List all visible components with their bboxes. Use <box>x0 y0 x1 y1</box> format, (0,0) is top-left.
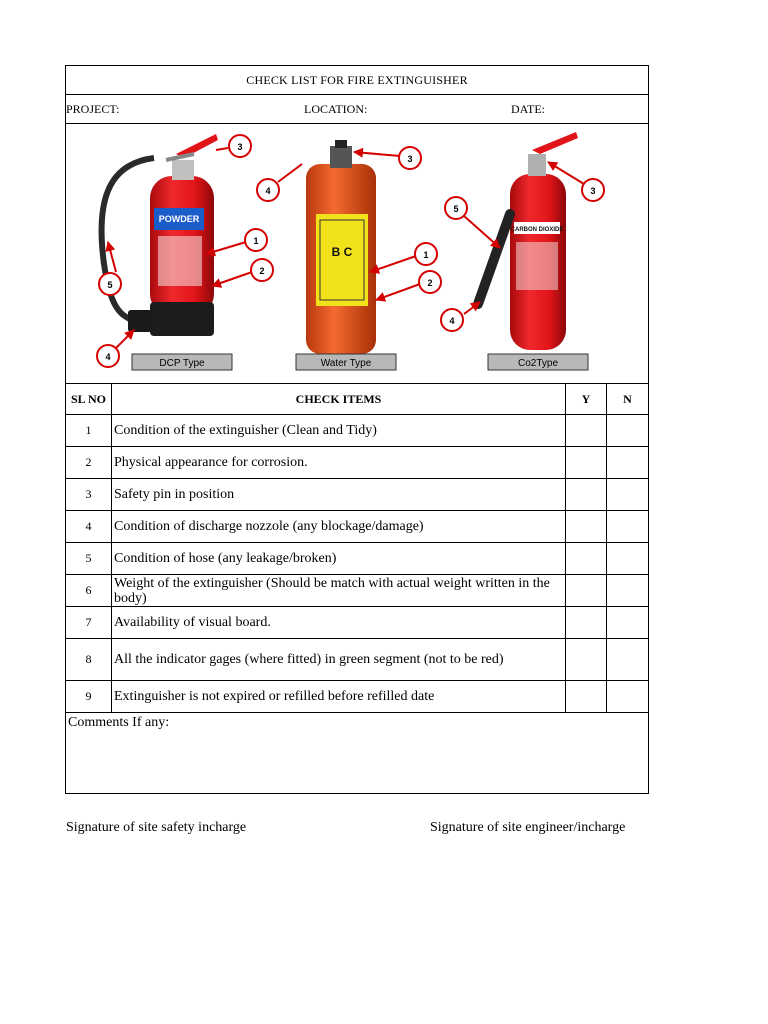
table-row <box>66 607 649 639</box>
checklist-table <box>65 65 649 794</box>
water-body-text: B C <box>331 245 353 259</box>
project-label: PROJECT: <box>66 102 120 116</box>
row-number: 7 <box>66 607 112 639</box>
table-row <box>66 479 649 511</box>
dcp-callout-2: 2 <box>259 266 265 276</box>
row-item: Physical appearance for corrosion. <box>112 447 566 479</box>
water-callout-4: 4 <box>265 186 271 196</box>
extinguisher-illustration <box>66 124 649 378</box>
row-number: 4 <box>66 511 112 543</box>
col-y: Y <box>566 384 607 415</box>
column-header-row <box>66 384 649 415</box>
row-item: Safety pin in position <box>112 479 566 511</box>
n-checkbox-cell[interactable] <box>607 511 649 543</box>
form-title: CHECK LIST FOR FIRE EXTINGUISHER <box>66 66 649 95</box>
table-row <box>66 681 649 713</box>
location-label: LOCATION: <box>304 102 368 116</box>
extinguisher-figure <box>66 124 649 384</box>
row-item: Condition of hose (any leakage/broken) <box>112 543 566 575</box>
table-row <box>66 543 649 575</box>
table-row <box>66 511 649 543</box>
n-checkbox-cell[interactable] <box>607 543 649 575</box>
co2-callout-4: 4 <box>449 316 455 326</box>
table-row <box>66 575 649 607</box>
row-item: Availability of visual board. <box>112 607 566 639</box>
n-checkbox-cell[interactable] <box>607 639 649 681</box>
y-checkbox-cell[interactable] <box>566 639 607 681</box>
water-callout-1: 1 <box>423 250 429 260</box>
date-label: DATE: <box>511 102 545 116</box>
dcp-callout-4: 4 <box>105 352 111 362</box>
n-checkbox-cell[interactable] <box>607 607 649 639</box>
n-checkbox-cell[interactable] <box>607 415 649 447</box>
dcp-body-text: POWDER <box>158 214 200 224</box>
n-checkbox-cell[interactable] <box>607 681 649 713</box>
row-item: Condition of the extinguisher (Clean and Tidy) <box>112 415 566 447</box>
n-checkbox-cell[interactable] <box>607 479 649 511</box>
row-number: 8 <box>66 639 112 681</box>
comments-label: Comments If any: <box>68 715 170 730</box>
col-sl-no: SL NO <box>66 384 112 415</box>
y-checkbox-cell[interactable] <box>566 681 607 713</box>
dcp-type-label: DCP Type <box>159 358 205 369</box>
safety-incharge-signature: Signature of site safety incharge <box>66 820 247 835</box>
water-type-label: Water Type <box>320 358 372 369</box>
table-row <box>66 415 649 447</box>
engineer-incharge-signature: Signature of site engineer/incharge <box>430 820 626 835</box>
dcp-extinguisher <box>102 134 218 336</box>
y-checkbox-cell[interactable] <box>566 543 607 575</box>
col-check-items: CHECK ITEMS <box>112 384 566 415</box>
table-row <box>66 639 649 681</box>
col-n: N <box>607 384 649 415</box>
row-item: Condition of discharge nozzole (any blockage/damage) <box>112 511 566 543</box>
water-callout-2: 2 <box>427 278 433 288</box>
checklist-sheet <box>65 65 648 794</box>
row-item: Extinguisher is not expired or refilled before refilled date <box>112 681 566 713</box>
table-row <box>66 447 649 479</box>
comments-field[interactable] <box>66 713 649 794</box>
row-number: 1 <box>66 415 112 447</box>
meta-row <box>66 95 649 124</box>
dcp-callout-3: 3 <box>237 142 243 152</box>
row-number: 6 <box>66 575 112 607</box>
y-checkbox-cell[interactable] <box>566 415 607 447</box>
row-item: All the indicator gages (where fitted) in green segment (not to be red) <box>112 639 566 681</box>
y-checkbox-cell[interactable] <box>566 607 607 639</box>
row-number: 2 <box>66 447 112 479</box>
y-checkbox-cell[interactable] <box>566 479 607 511</box>
water-callout-3: 3 <box>407 154 413 164</box>
row-number: 3 <box>66 479 112 511</box>
y-checkbox-cell[interactable] <box>566 447 607 479</box>
co2-type-label: Co2Type <box>517 358 559 369</box>
n-checkbox-cell[interactable] <box>607 575 649 607</box>
type-labels <box>132 354 588 370</box>
row-item: Weight of the extinguisher (Should be match with actual weight written in the body) <box>112 575 566 607</box>
y-checkbox-cell[interactable] <box>566 511 607 543</box>
dcp-callout-1: 1 <box>253 236 259 246</box>
dcp-callout-5: 5 <box>107 280 113 290</box>
row-number: 5 <box>66 543 112 575</box>
row-number: 9 <box>66 681 112 713</box>
co2-callout-3: 3 <box>590 186 596 196</box>
y-checkbox-cell[interactable] <box>566 575 607 607</box>
co2-callout-5: 5 <box>453 204 459 214</box>
n-checkbox-cell[interactable] <box>607 447 649 479</box>
co2-body-text: CARBON DIOXIDE <box>510 227 564 233</box>
water-extinguisher <box>306 140 376 354</box>
